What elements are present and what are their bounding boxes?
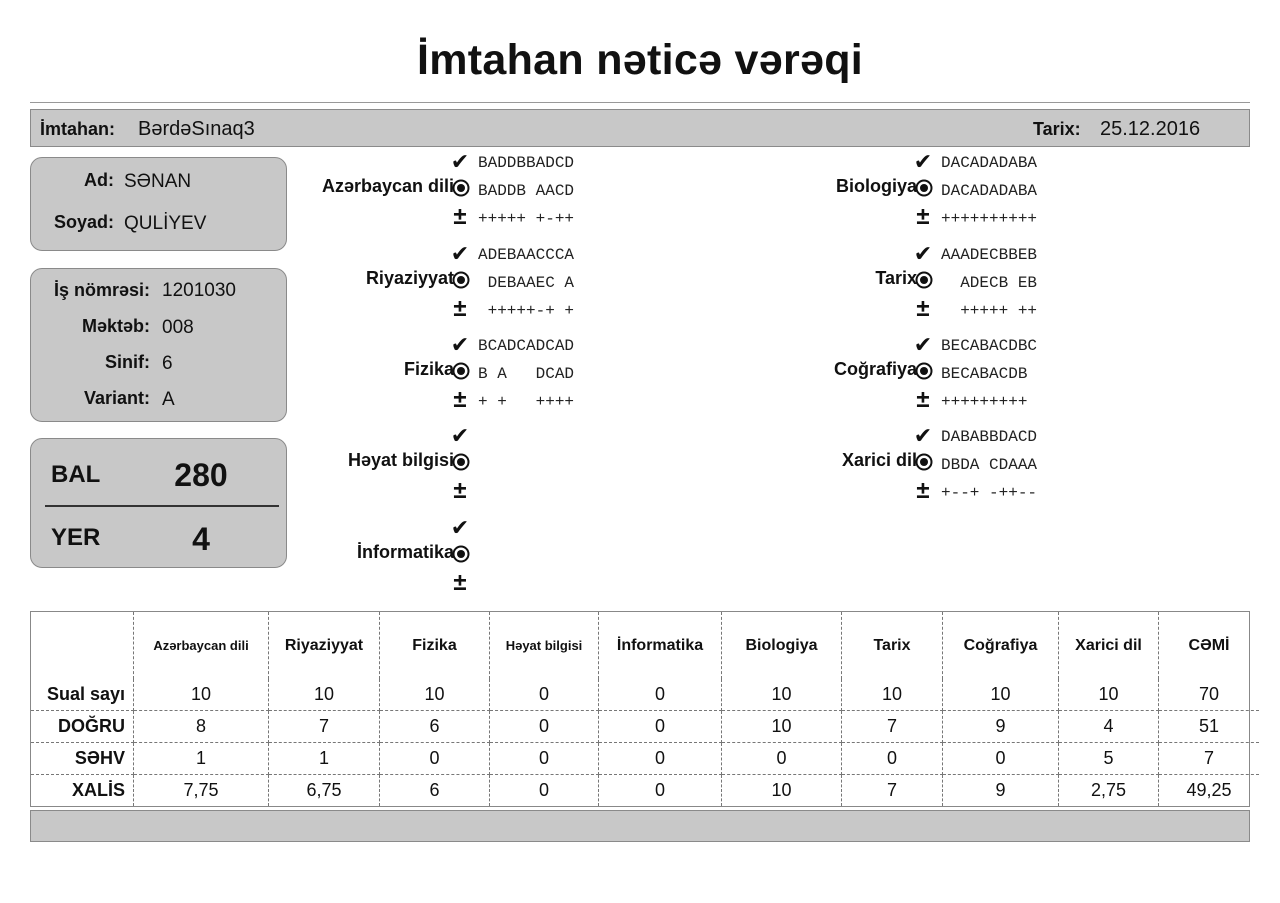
- answer-result: +++++++++: [941, 393, 1028, 411]
- subject-block: [765, 334, 1105, 422]
- marked-answers: ADECB EB: [941, 274, 1038, 292]
- results-cell: 7: [269, 710, 380, 742]
- plus-minus-icon: ±: [916, 203, 930, 230]
- school-label: Məktəb:: [81, 316, 150, 336]
- results-cell: 4: [1059, 710, 1159, 742]
- results-column-header: Tarix: [842, 612, 943, 679]
- plus-minus-icon: ±: [916, 295, 930, 322]
- results-row: [31, 679, 1259, 710]
- marked-answers: BADDB AACD: [478, 182, 575, 200]
- results-cell: 10: [380, 679, 490, 710]
- results-column-header: Biologiya: [722, 612, 842, 679]
- results-column-header: CƏMİ: [1188, 636, 1230, 654]
- results-table: [30, 611, 1250, 807]
- results-column-header: Fizika: [380, 612, 490, 679]
- variant-value: A: [162, 389, 175, 410]
- results-row-label: Sual sayı: [31, 679, 134, 710]
- results-cell: 10: [943, 679, 1059, 710]
- target-icon: [915, 271, 933, 289]
- check-icon: ✔: [450, 241, 470, 266]
- check-icon: ✔: [913, 332, 933, 357]
- results-cell: 7,75: [134, 775, 269, 806]
- results-cell: 9: [943, 710, 1059, 742]
- check-icon: ✔: [913, 149, 933, 174]
- answer-key: BECABACDBC: [941, 337, 1038, 355]
- marked-answers: B A DCAD: [478, 365, 575, 383]
- results-cell: 0: [722, 743, 842, 775]
- subject-block: [765, 151, 1105, 239]
- variant-label: Variant:: [83, 388, 150, 408]
- answer-key: AAADECBBEB: [941, 246, 1038, 264]
- results-cell: 0: [599, 710, 722, 742]
- target-icon: [452, 179, 470, 197]
- results-cell: 7: [1159, 743, 1260, 775]
- answer-key: DACADADABA: [941, 154, 1038, 172]
- results-cell: 10: [722, 710, 842, 742]
- subject-name: Azərbaycan dili: [321, 176, 454, 196]
- subject-name: Həyat bilgisi: [347, 450, 454, 470]
- results-cell: 7: [842, 710, 943, 742]
- name-value: SƏNAN: [124, 171, 192, 192]
- results-cell: 9: [943, 775, 1059, 806]
- results-row-label: DOĞRU: [31, 710, 134, 742]
- exam-header-bar: [30, 109, 1250, 147]
- results-cell: 0: [490, 743, 599, 775]
- subject-block: [302, 425, 642, 513]
- subject-block: [302, 243, 642, 331]
- target-icon: [915, 179, 933, 197]
- subject-name: Fizika: [403, 359, 454, 379]
- subject-name: Xarici dil: [841, 450, 917, 470]
- results-row: [31, 710, 1259, 742]
- results-cell: 6: [380, 710, 490, 742]
- results-cell: 70: [1159, 679, 1260, 710]
- results-corner-cell: [31, 612, 134, 679]
- date-label: Tarix:: [1033, 119, 1081, 139]
- results-column-header: Coğrafiya: [943, 612, 1059, 679]
- results-cell: 1: [269, 743, 380, 775]
- check-icon: ✔: [450, 515, 470, 540]
- subject-block: [765, 425, 1105, 513]
- check-icon: ✔: [450, 332, 470, 357]
- marked-answers: DEBAAEC A: [478, 274, 575, 292]
- score-divider: [45, 505, 279, 507]
- results-cell: 0: [943, 743, 1059, 775]
- student-info-panel: [30, 268, 287, 422]
- results-cell: 0: [842, 743, 943, 775]
- plus-minus-icon: ±: [916, 386, 930, 413]
- results-cell: 10: [1059, 679, 1159, 710]
- subject-block: [765, 243, 1105, 331]
- class-label: Sinif:: [105, 352, 150, 372]
- results-header-row: [31, 612, 1259, 679]
- results-cell: 0: [599, 775, 722, 806]
- name-label: Ad:: [84, 170, 114, 190]
- results-cell: 0: [490, 710, 599, 742]
- answer-result: + + ++++: [478, 393, 575, 411]
- answer-key: BCADCADCAD: [478, 337, 575, 355]
- date-value: 25.12.2016: [1100, 118, 1201, 140]
- results-cell: 10: [134, 679, 269, 710]
- page-title: İmtahan nəticə vərəqi: [416, 36, 864, 84]
- results-cell: 7: [842, 775, 943, 806]
- target-icon: [452, 545, 470, 563]
- results-column-header: İnformatika: [599, 612, 722, 679]
- results-row-label: SƏHV: [31, 743, 134, 775]
- marked-answers: DACADADABA: [941, 182, 1038, 200]
- check-icon: ✔: [913, 423, 933, 448]
- work-number-label: İş nömrəsi:: [53, 280, 150, 300]
- subject-name: İnformatika: [356, 542, 454, 562]
- target-icon: [452, 362, 470, 380]
- results-column-header: Azərbaycan dili: [134, 612, 269, 679]
- check-icon: ✔: [450, 423, 470, 448]
- results-cell: 6: [380, 775, 490, 806]
- yer-value: 4: [192, 521, 210, 557]
- plus-minus-icon: ±: [916, 477, 930, 504]
- results-cell: 6,75: [269, 775, 380, 806]
- results-column-header: Həyat bilgisi: [490, 612, 599, 679]
- target-icon: [915, 362, 933, 380]
- results-cell: 10: [269, 679, 380, 710]
- results-cell: 1: [134, 743, 269, 775]
- answer-result: ++++++++++: [941, 210, 1038, 228]
- answer-result: +--+ -++--: [941, 484, 1038, 502]
- results-cell: 10: [842, 679, 943, 710]
- plus-minus-icon: ±: [453, 477, 467, 504]
- subject-block: [302, 517, 642, 605]
- exam-label: İmtahan:: [40, 119, 116, 139]
- results-column-header: Riyaziyyat: [269, 612, 380, 679]
- marked-answers: DBDA CDAAA: [941, 456, 1038, 474]
- results-cell: 0: [599, 679, 722, 710]
- results-cell: 5: [1059, 743, 1159, 775]
- school-value: 008: [162, 317, 194, 338]
- plus-minus-icon: ±: [453, 203, 467, 230]
- surname-label: Soyad:: [53, 212, 114, 232]
- work-number-value: 1201030: [162, 280, 236, 301]
- check-icon: ✔: [450, 149, 470, 174]
- results-column-header: Xarici dil: [1059, 612, 1159, 679]
- subject-name: Coğrafiya: [833, 359, 917, 379]
- subject-block: [302, 334, 642, 422]
- subject-name: Riyaziyyat: [365, 268, 454, 288]
- target-icon: [452, 453, 470, 471]
- results-row-label: XALİS: [31, 775, 134, 806]
- plus-minus-icon: ±: [453, 569, 467, 596]
- subject-name: Tarix: [875, 268, 917, 288]
- marked-answers: BECABACDB: [941, 365, 1028, 383]
- answer-result: +++++ ++: [941, 302, 1038, 320]
- target-icon: [915, 453, 933, 471]
- plus-minus-icon: ±: [453, 295, 467, 322]
- results-cell: 0: [490, 679, 599, 710]
- answer-key: BADDBBADCD: [478, 154, 575, 172]
- results-cell: 49,25: [1186, 780, 1232, 801]
- subject-block: [302, 151, 642, 239]
- results-cell: 51: [1159, 710, 1260, 742]
- results-cell: 10: [722, 775, 842, 806]
- score-panel: [30, 438, 287, 568]
- results-cell: 8: [134, 710, 269, 742]
- class-value: 6: [162, 353, 173, 374]
- footer-bar: [30, 810, 1250, 842]
- results-row: [31, 775, 1259, 806]
- plus-minus-icon: ±: [453, 386, 467, 413]
- results-cell: 2,75: [1059, 775, 1159, 806]
- check-icon: ✔: [913, 241, 933, 266]
- subject-name: Biologiya: [835, 176, 917, 196]
- bal-label: BAL: [51, 461, 101, 488]
- target-icon: [452, 271, 470, 289]
- answer-key: DABABBDACD: [941, 428, 1038, 446]
- answer-result: +++++ +-++: [478, 210, 575, 228]
- surname-value: QULİYEV: [124, 213, 207, 234]
- answer-result: +++++-+ +: [478, 302, 575, 320]
- results-cell: 0: [490, 775, 599, 806]
- answer-key: ADEBAACCCA: [478, 246, 575, 264]
- student-name-panel: [30, 157, 287, 251]
- exam-value: BərdəSınaq3: [138, 118, 255, 140]
- results-cell: 10: [722, 679, 842, 710]
- bal-value: 280: [174, 457, 228, 493]
- results-cell: 0: [380, 743, 490, 775]
- title-divider: [30, 102, 1250, 103]
- results-row: [31, 743, 1259, 775]
- yer-label: YER: [51, 524, 101, 551]
- results-cell: 0: [599, 743, 722, 775]
